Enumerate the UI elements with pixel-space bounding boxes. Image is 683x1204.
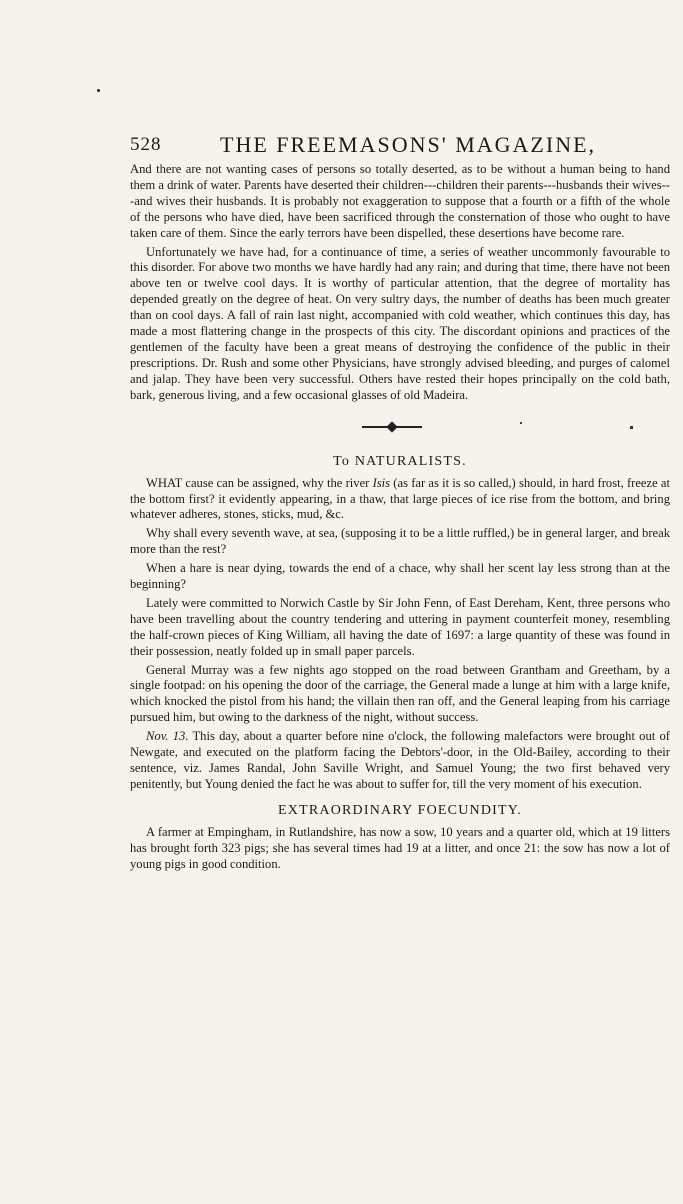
- page-number: 528: [130, 134, 162, 155]
- text-run: WHAT cause can be assigned, why the river: [146, 475, 373, 490]
- ink-speck: [97, 89, 100, 92]
- paragraph-general-murray: General Murray was a few nights ago stopped on the road between Grantham and Greetham, by a single footpad: on his opening the door of the carriage, the General made a lunge at him with a large knife, which knocked the pistol from his hand; the villain then ran off, and the General leaping from his carriage pursued him, but owing to the darkness of the night, without success.: [130, 662, 670, 725]
- paragraph-execution: [130, 729, 670, 793]
- paragraph-norwich-castle: Lately were committed to Norwich Castle by Sir John Fenn, of East Dereham, Kent, three persons who have been travelling about the country tendering and uttering in payment counterfeit money, resembling the half-crown pieces of King William, all having the date of 1697: a large quantity of these was found in their possession, neatly folded up in small paper parcels.: [130, 595, 670, 658]
- section-ornament: [130, 414, 670, 440]
- ink-speck: [630, 426, 633, 429]
- page-header: [130, 132, 670, 166]
- paragraph-sow: A farmer at Empingham, in Rutlandshire, has now a sow, 10 years and a quarter old, which at 19 litters has brought forth 323 pigs; she has several times had 19 at a litter, and once 21: the sow has now a lot of young pigs in good condition.: [130, 824, 670, 871]
- paragraph-hare: When a hare is near dying, towards the end of a chace, why shall her scent lay less strong than at the beginning?: [130, 561, 670, 592]
- paragraph-river-isis: [130, 476, 670, 524]
- running-head: THE FREEMASONS' MAGAZINE,: [220, 132, 597, 157]
- text-run: This day, about a quarter before nine o'clock, the following malefactors were brought out of Newgate, and executed on the platform facing the Debtors'-door, in the Old-Bailey, according to their sentence, viz. James Randal, John Saville Wright, and Samuel Young; the two first behaved very penitently, but Young denied the fact he was about to suffer for, till the very moment of his execution.: [130, 729, 671, 791]
- date-label: Nov. 13.: [146, 729, 189, 744]
- paragraph-weather: Unfortunately we have had, for a continuance of time, a series of weather uncommonly favourable to this disorder. For above two months we have hardly had any rain; and during that time, there have not been above ten or twelve cool days. It is worthy of particular attention, that the degree of mortality has depended greatly on the degree of heat. On very sultry days, the number of deaths has been much greater than on cool days. A fall of rain last night, accompanied with cold weather, which continues this day, has made a most flattering change in the prospects of this city. The discordant opinions and practices of the gentlemen of the faculty have been a great means of destroying the confidence of the public in their prescriptions. Dr. Rush and some other Physicians, have strongly advised bleeding, and purges of calomel and jalap. They have been very successful. Others have rested their hopes principally on the cold bath, bark, generous living, and a few occasional glasses of old Madeira.: [130, 244, 670, 402]
- ink-speck: [520, 422, 522, 424]
- ornament-diamond: [386, 421, 397, 432]
- paragraph-desertions: And there are not wanting cases of persons so totally deserted, as to be without a human being to hand them a drink of water. Parents have deserted their children---children their parents---husbands their wives---and wives their husbands. It is probably not exaggeration to suppose that a fourth or a fifth of the whole of the persons who have died, have been sacrificed through the consternation of those who ought to have taken care of them. Since the early terrors have been dispelled, these desertions have become rare.: [130, 162, 670, 240]
- heading-foecundity: EXTRAORDINARY FOECUNDITY.: [278, 802, 522, 818]
- paragraph-seventh-wave: Why shall every seventh wave, at sea, (supposing it to be a little ruffled,) be in general larger, and break more than the rest?: [130, 526, 670, 557]
- river-name: Isis: [372, 475, 391, 490]
- text-run: (as far as it is so called,) should, in hard frost, freeze at the bottom first? it evidently appearing, in a thaw, that large pieces of ice rise from the bottom, and bring whatever adheres, stones, sticks, mud, &c.: [130, 475, 671, 522]
- heading-naturalists: To NATURALISTS.: [333, 453, 467, 469]
- body-text: [130, 162, 670, 873]
